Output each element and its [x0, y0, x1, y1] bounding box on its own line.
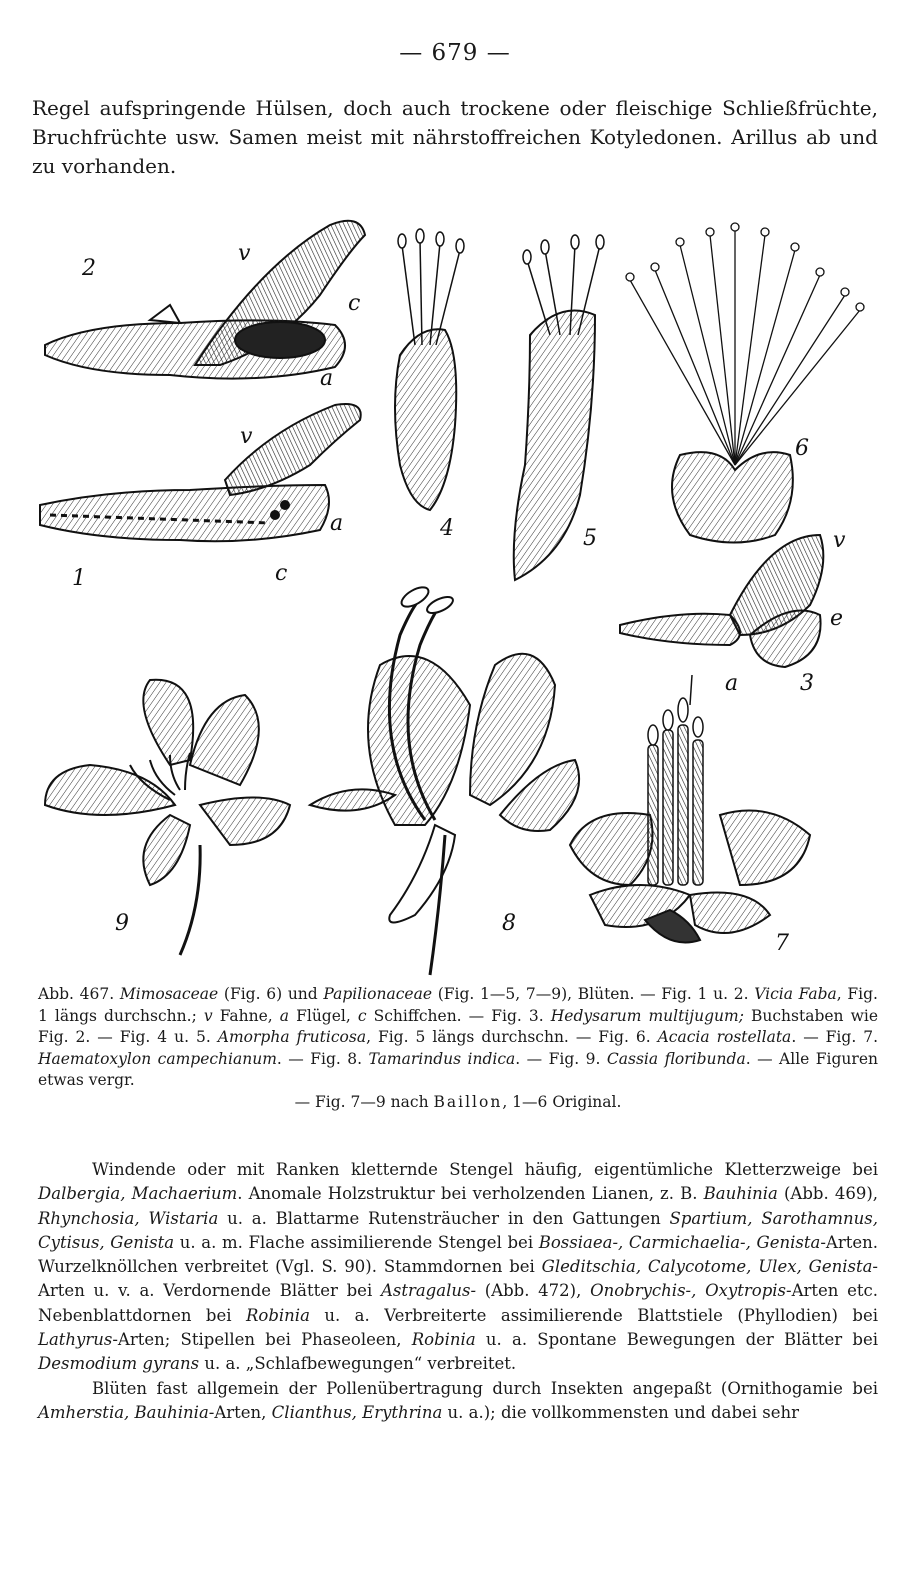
label-fig9: 9	[115, 911, 129, 936]
label-fig4: 4	[440, 516, 454, 541]
taxon: Clianthus, Erythrina	[271, 1402, 443, 1422]
text-run: -Arten etc. Nebenblattdornen bei	[38, 1281, 878, 1325]
label-c-fig1: c	[275, 561, 288, 586]
taxon: Rhynchosia, Wistaria	[38, 1208, 219, 1228]
caption-taxon: Cassia floribunda	[606, 1049, 746, 1068]
label-a-fig3: a	[725, 671, 739, 696]
flower-illustrations	[30, 205, 880, 977]
fig8-tamarindus-flower	[310, 583, 579, 975]
caption-credit	[38, 1092, 878, 1114]
caption-text: — Fig. 7—9 nach	[294, 1092, 434, 1111]
label-fig6: 6	[795, 436, 809, 461]
label-e-fig3: e	[830, 606, 844, 631]
caption-author: Baillon	[433, 1092, 503, 1111]
caption-letter: a	[279, 1006, 290, 1025]
page-number: — 679 —	[399, 40, 511, 66]
fig9-cassia-flower	[45, 680, 290, 955]
label-fig7: 7	[775, 931, 789, 956]
body-paragraph-1	[38, 1158, 878, 1377]
caption-taxon: Hedysarum multijugum;	[550, 1006, 744, 1025]
taxon: Dalbergia, Machaerium	[38, 1184, 238, 1204]
caption-text: Fahne,	[212, 1006, 280, 1025]
taxon: Bossiaea-, Carmichaelia-, Genista	[538, 1232, 821, 1252]
intro-text: Regel aufspringende Hülsen, doch auch trockene oder fleischige Schließfrüchte, Bruchfrüchte usw. Samen meist mit nährstoffreichen Kotyledonen. Arillus ab und zu vorhanden.	[32, 96, 878, 178]
text-run: u. a. Spontane Bewegungen der Blätter bei	[475, 1330, 878, 1350]
caption-text: , Fig. 1 längs durchschn.;	[38, 985, 878, 1025]
label-v-fig3: v	[833, 528, 846, 553]
text-run: (Abb. 472),	[476, 1281, 591, 1301]
text-run: Blüten fast allgemein der Pollenübertragung durch Insekten angepaßt (Ornithogamie bei	[92, 1378, 878, 1398]
text-run: (Abb. 469),	[777, 1184, 878, 1204]
label-fig2: 2	[82, 256, 96, 281]
label-a-fig2: a	[320, 366, 334, 391]
caption-text: . — Fig. 9.	[515, 1049, 607, 1068]
label-v-fig1: v	[240, 424, 253, 449]
caption-text: . — Alle Figuren etwas vergr.	[38, 1049, 878, 1089]
taxon: Amherstia, Bauhinia	[38, 1402, 209, 1422]
caption-taxon: Tamarindus indica	[368, 1049, 516, 1068]
taxon: Astragalus-	[380, 1281, 477, 1301]
text-run: -Arten; Stipellen bei Phaseoleen,	[112, 1330, 412, 1350]
caption-letter: v	[203, 1006, 213, 1025]
text-run: -Arten. Wurzelknöllchen verbreitet (Vgl. S. 90). Stammdornen bei	[38, 1232, 878, 1277]
label-fig3: 3	[800, 671, 814, 696]
label-v-fig2: v	[238, 241, 251, 266]
caption-text: . — Fig. 8.	[276, 1049, 369, 1068]
fig1-vicia-section	[40, 404, 361, 541]
caption-letter: c	[357, 1006, 367, 1025]
caption-text: (Fig. 6) und	[218, 985, 324, 1003]
label-fig5: 5	[583, 526, 597, 551]
taxon: Spartium, Sarothamnus, Cytisus, Genista	[38, 1208, 878, 1252]
text-run: Windende oder mit Ranken kletternde Stengel häufig, eigentümliche Kletterzweige bei	[92, 1160, 878, 1179]
text-run: u. a. Blattarme Rutensträucher in den Gattungen	[218, 1208, 670, 1228]
text-run: u. a.); die vollkommensten und dabei sehr	[442, 1402, 800, 1422]
figure-caption	[38, 984, 878, 1113]
taxon: Desmodium gyrans	[38, 1354, 200, 1374]
caption-text: Schiffchen. — Fig. 3.	[366, 1006, 551, 1025]
intro-paragraph	[32, 94, 878, 181]
text-run: -Arten u. v. a. Verdornende Blätter bei	[38, 1257, 878, 1301]
taxon: Robinia	[411, 1330, 476, 1350]
taxon: Bauhinia	[703, 1184, 778, 1204]
fig6-acacia-flower	[626, 223, 864, 543]
label-a-fig1: a	[330, 511, 344, 536]
caption-taxon: Mimosaceae	[119, 985, 219, 1003]
fig3-hedysarum-flower	[620, 535, 823, 667]
caption-text: Abb. 467.	[38, 985, 120, 1003]
caption-text: , 1—6 Original.	[502, 1092, 622, 1111]
caption-taxon: Papilionaceae	[323, 985, 432, 1003]
taxon: Onobrychis-, Oxytropis	[590, 1281, 786, 1301]
text-run: . Anomale Holzstruktur bei verholzenden Lianen, z. B.	[237, 1184, 704, 1204]
fig2-vicia-flower	[45, 221, 365, 379]
caption-text: Flügel,	[289, 1006, 358, 1025]
label-fig8: 8	[502, 911, 516, 936]
botanical-figure	[30, 205, 880, 977]
text-run: u. a. „Schlafbewegungen“ verbreitet.	[199, 1354, 517, 1374]
body-paragraph-2	[38, 1377, 878, 1426]
text-run: -Arten,	[208, 1402, 272, 1422]
caption-taxon: Amorpha fruticosa	[217, 1028, 367, 1046]
caption-text: (Fig. 1—5, 7—9), Blüten. — Fig. 1 u. 2.	[432, 985, 755, 1003]
label-fig1: 1	[72, 566, 86, 591]
taxon: Lathyrus	[38, 1330, 113, 1350]
caption-taxon: Acacia rostellata	[657, 1028, 792, 1046]
caption-text: , Fig. 5 längs durchschn. — Fig. 6.	[366, 1028, 658, 1046]
fig4-amorpha-flower	[395, 229, 464, 510]
body-text	[38, 1158, 878, 1425]
caption-taxon: Vicia Faba	[754, 985, 837, 1003]
label-c-fig2: c	[348, 291, 361, 316]
taxon: Robinia	[245, 1305, 310, 1325]
text-run: u. a. m. Flache assimilierende Stengel bei	[174, 1232, 539, 1252]
text-run: u. a. Verbreiterte assimilierende Blattstiele (Phyllodien) bei	[309, 1305, 879, 1325]
caption-text: . — Fig. 7.	[791, 1028, 879, 1046]
caption-taxon: Haematoxylon campechianum	[38, 1049, 277, 1068]
taxon: Gleditschia, Calycotome, Ulex, Genista	[541, 1257, 873, 1277]
caption-text: Buchstaben wie Fig. 2. — Fig. 4 u. 5.	[38, 1006, 878, 1046]
fig7-haematoxylon-flower	[570, 675, 810, 943]
